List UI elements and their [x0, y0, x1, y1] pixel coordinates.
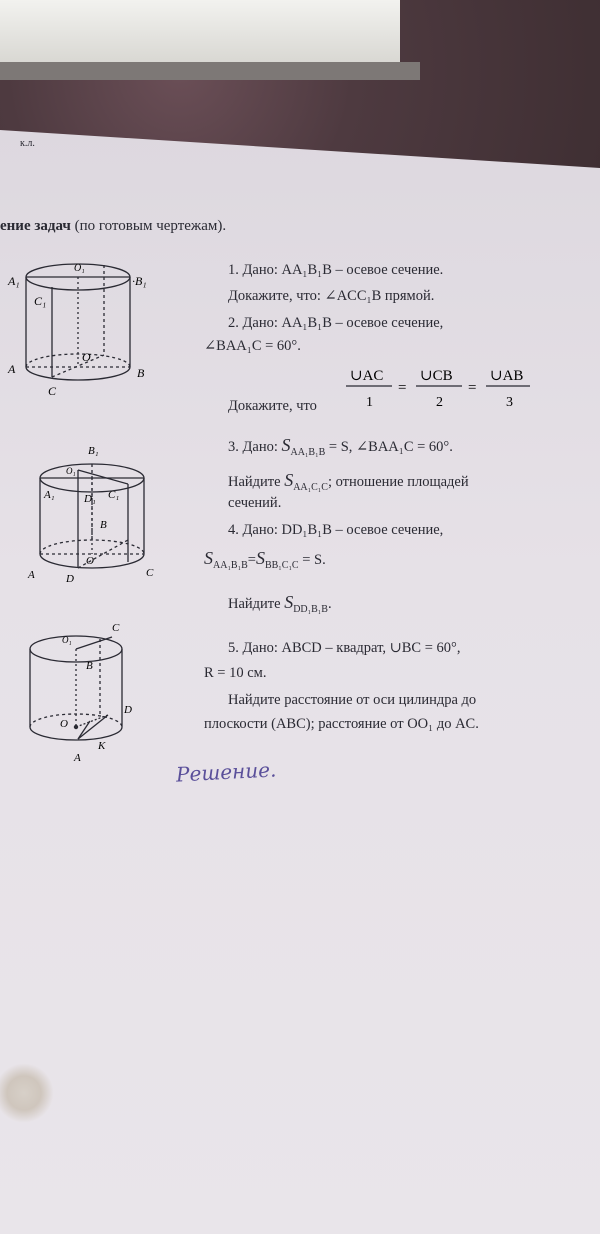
- fig1-label-c: C: [48, 384, 57, 398]
- fig2-label-b: B: [100, 519, 107, 531]
- handwritten-solution: Решение.: [175, 757, 277, 787]
- fig2-label-c: C: [146, 567, 154, 579]
- area-symbol: S: [281, 435, 291, 455]
- problem-1-given: 1. Дано: AA₁B₁B – осевое сечение.: [228, 262, 444, 278]
- area-subscript-5: DD₁B₁B: [293, 603, 328, 615]
- area-symbol-5: S: [284, 592, 294, 612]
- area-subscript-4: BB₁C₁C: [264, 559, 299, 571]
- section-title: [0, 218, 226, 235]
- problem-4-condition-end: = S.: [302, 552, 326, 568]
- problem-3-label: 3. Дано:: [228, 439, 278, 455]
- fig1-label-o1: O₁: [74, 263, 85, 274]
- fig3-label-k: K: [98, 740, 106, 752]
- ratio-eq-1: =: [398, 380, 407, 396]
- problem-2-prove: Докажите, что: [228, 398, 317, 414]
- problem-3-find: [228, 470, 469, 493]
- fig2-label-d1: D₁: [84, 493, 96, 505]
- fig2-label-a: A: [28, 569, 35, 581]
- problem-3-find-rest: ; отношение площадей: [327, 474, 469, 490]
- area-subscript-2: AA₁C₁C: [293, 481, 328, 493]
- ratio-num-cb: ∪CB: [420, 368, 453, 384]
- section-title-rest: (по готовым чертежам).: [70, 218, 227, 234]
- find-period: .: [327, 596, 332, 612]
- fig3-label-a: A: [74, 752, 81, 764]
- area-symbol-4: S: [255, 548, 265, 568]
- ratio-num-ac: ∪AC: [350, 368, 384, 384]
- fig1-label-a1: A₁: [8, 274, 20, 288]
- section-title-bold: ение задач: [0, 218, 71, 234]
- problem-3-given: [228, 435, 453, 458]
- paper-stain: [0, 1063, 54, 1123]
- book-on-table: [0, 0, 400, 64]
- fig2-label-a1: A₁: [44, 489, 55, 501]
- fig2-label-o: O: [86, 555, 94, 567]
- problem-4-given: 4. Дано: DD₁B₁B – осевое сечение,: [228, 522, 444, 538]
- fig2-label-b1: B₁: [88, 445, 99, 457]
- problem-3-condition: = S, ∠BAA₁C = 60°.: [328, 439, 453, 455]
- problem-4-find: [228, 592, 332, 615]
- ratio-den-3: 3: [506, 395, 513, 410]
- equals-1: =: [247, 552, 256, 568]
- ratio-den-2: 2: [436, 395, 443, 410]
- fig2-label-c1: C₁: [108, 489, 120, 501]
- problem-2-given: 2. Дано: AA₁B₁B – осевое сечение,: [228, 315, 444, 331]
- fig2-label-d: D: [66, 573, 74, 585]
- fig3-label-o: O: [60, 718, 68, 730]
- problem-5-given: 5. Дано: ABCD – квадрат, ∪BC = 60°,: [228, 640, 461, 656]
- fig1-label-b1: ·B₁: [132, 274, 147, 288]
- problem-2-angle: ∠BAA₁C = 60°.: [204, 338, 301, 354]
- fig3-label-d: D: [124, 704, 132, 716]
- area-symbol-3: S: [204, 548, 213, 568]
- fig3-label-b: B: [86, 660, 93, 672]
- ratio-den-1: 1: [366, 395, 373, 410]
- problem-3-find-label: Найдите: [228, 474, 281, 490]
- book-edge: [0, 62, 420, 80]
- cylinder-figure-1: [0, 255, 170, 405]
- problem-5-find: Найдите расстояние от оси цилиндра до: [228, 692, 477, 708]
- problem-1-prove: Докажите, что: ∠ACC₁B прямой.: [228, 288, 435, 304]
- problem-5-radius: R = 10 см.: [204, 665, 267, 681]
- area-symbol-2: S: [284, 470, 294, 490]
- area-subscript-1: AA₁B₁B: [290, 446, 326, 458]
- fig1-label-b: B: [137, 366, 145, 380]
- problem-4-condition: [204, 548, 326, 571]
- fig3-label-o1: O₁: [62, 635, 72, 645]
- fig1-label-c1: C₁: [34, 294, 47, 308]
- problem-5-find-cont: плоскости (ABC); расстояние от OO₁ до AC.: [204, 716, 479, 732]
- cylinder-figure-2: [20, 440, 170, 590]
- fig2-label-o1: O₁: [66, 466, 76, 476]
- area-subscript-3: AA₁B₁B: [213, 559, 248, 571]
- fig3-label-c: C: [112, 622, 120, 634]
- ratio-num-ab: ∪AB: [490, 368, 524, 384]
- problem-4-find-label: Найдите: [228, 596, 281, 612]
- problem-3-find-cont: сечений.: [228, 495, 282, 511]
- fig1-label-a: A: [8, 362, 16, 376]
- ratio-eq-2: =: [468, 380, 477, 396]
- problem-2-ratio: [340, 360, 530, 420]
- fig1-label-o: O: [82, 350, 91, 364]
- cylinder-figure-3: [20, 615, 170, 765]
- page-mark: к.л.: [20, 138, 35, 149]
